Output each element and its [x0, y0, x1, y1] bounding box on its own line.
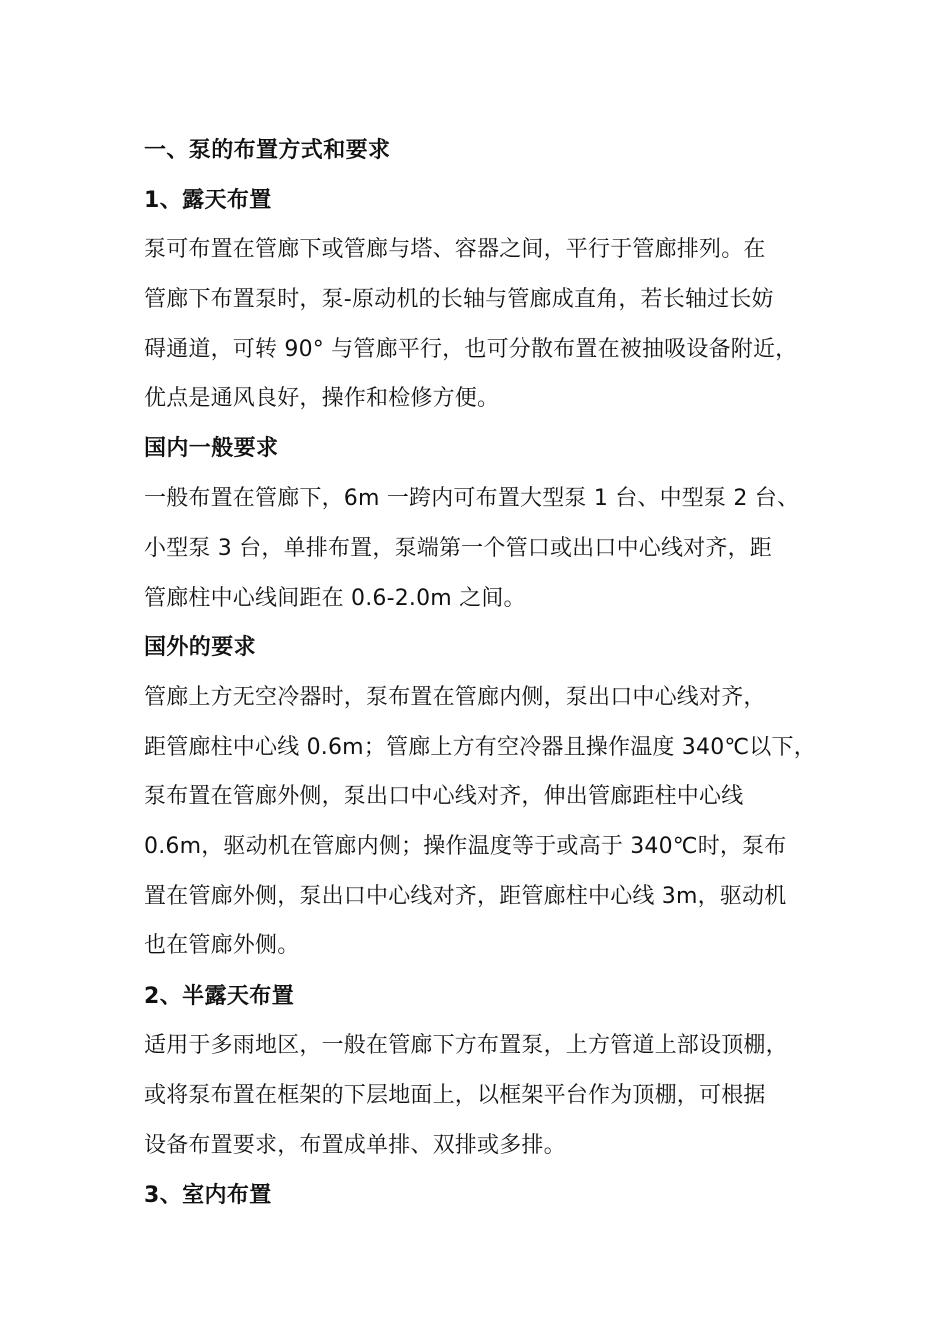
domestic-para-line: 一般布置在管廊下，6m 一跨内可布置大型泵 1 台、中型泵 2 台、 [144, 486, 800, 511]
foreign-para-line: 距管廊柱中心线 0.6m；管廊上方有空冷器且操作温度 340℃以下， [144, 735, 816, 760]
domestic-para-line: 小型泵 3 台，单排布置，泵端第一个管口或出口中心线对齐，距 [144, 536, 772, 561]
section-2-para-line: 适用于多雨地区，一般在管廊下方布置泵，上方管道上部设顶棚， [144, 1033, 788, 1058]
section-1-para-line: 碍通道，可转 90° 与管廊平行，也可分散布置在被抽吸设备附近， [144, 337, 798, 362]
section-1-para-line: 管廊下布置泵时，泵-原动机的长轴与管廊成直角，若长轴过长妨 [144, 287, 774, 312]
section-3-heading: 3、室内布置 [144, 1183, 272, 1208]
domestic-requirements-heading: 国内一般要求 [144, 436, 279, 461]
foreign-requirements-heading: 国外的要求 [144, 635, 257, 660]
section-2-para-line: 或将泵布置在框架的下层地面上，以框架平台作为顶棚，可根据 [144, 1083, 766, 1108]
section-2-para-line: 设备布置要求，布置成单排、双排或多排。 [144, 1133, 566, 1158]
domestic-para-line: 管廊柱中心线间距在 0.6-2.0m 之间。 [144, 586, 526, 611]
section-1-para-line: 泵可布置在管廊下或管廊与塔、容器之间，平行于管廊排列。在 [144, 237, 766, 262]
section-2-heading: 2、半露天布置 [144, 984, 295, 1009]
main-heading: 一、泵的布置方式和要求 [144, 138, 391, 163]
foreign-para-line: 0.6m，驱动机在管廊内侧；操作温度等于或高于 340℃时，泵布 [144, 834, 787, 859]
section-1-para-line: 优点是通风良好，操作和检修方便。 [144, 386, 500, 411]
foreign-para-line: 管廊上方无空冷器时，泵布置在管廊内侧，泵出口中心线对齐， [144, 685, 766, 710]
foreign-para-line: 泵布置在管廊外侧，泵出口中心线对齐，伸出管廊距柱中心线 [144, 784, 744, 809]
foreign-para-line: 置在管廊外侧，泵出口中心线对齐，距管廊柱中心线 3m，驱动机 [144, 884, 787, 909]
section-1-heading: 1、露天布置 [144, 188, 272, 213]
foreign-para-line: 也在管廊外侧。 [144, 933, 300, 958]
